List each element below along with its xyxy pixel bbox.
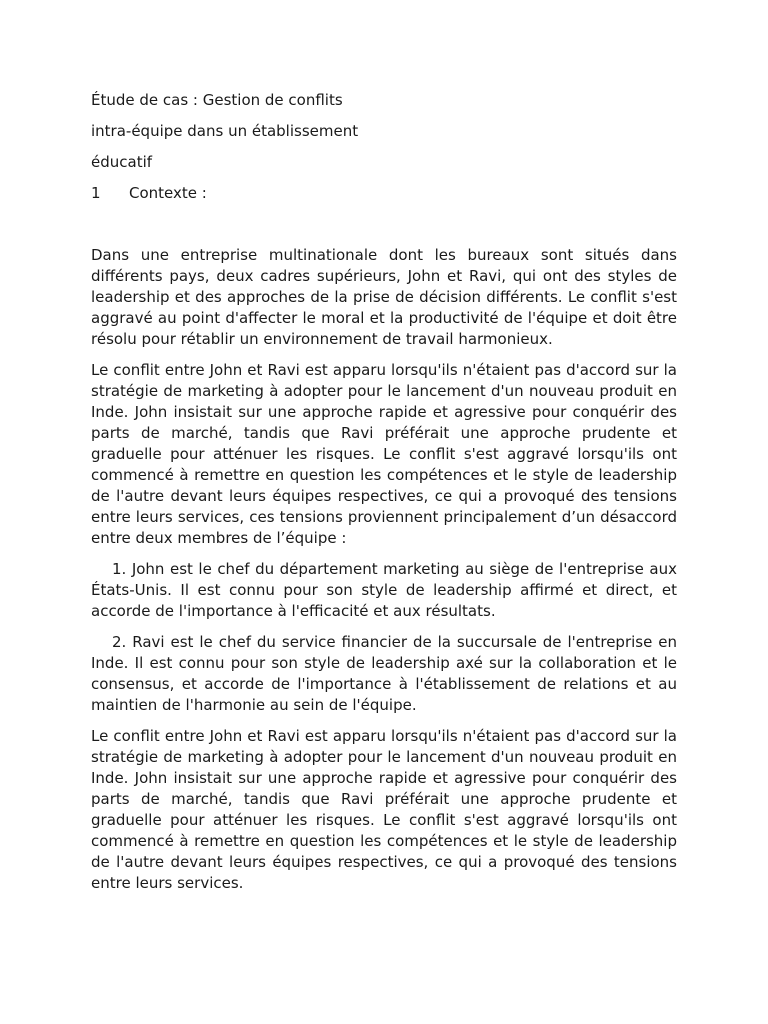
list-item-john: 1. John est le chef du département marketing au siège de l'entreprise aux États-Unis. Il est connu pour son style de leadership affirmé et direct, et accorde de l'importance à l'efficacité et aux résultats.	[91, 560, 677, 620]
document-title-line-3: éducatif	[91, 153, 153, 171]
section-label: Contexte :	[129, 184, 207, 202]
document-page	[91, 90, 677, 904]
section-number: 1	[91, 184, 101, 202]
list-item-ravi: 2. Ravi est le chef du service financier de la succursale de l'entreprise en Inde. Il est connu pour son style de leadership axé sur la collaboration et le consensus, et accorde de l'importance à l'établissement de relations et au maintien de l'harmonie au sein de l'équipe.	[91, 633, 677, 714]
paragraph-context-intro: Dans une entreprise multinationale dont les bureaux sont situés dans différents pays, deux cadres supérieurs, John et Ravi, qui ont des styles de leadership et des approches de la prise de décision différents. Le conflit s'est aggravé au point d'affecter le moral et la productivité de l'équipe et doit être résolu pour rétablir un environnement de travail harmonieux.	[91, 246, 677, 348]
document-title-line-2: intra-équipe dans un établissement	[91, 122, 359, 140]
section-heading	[91, 183, 677, 204]
document-title-line-1: Étude de cas : Gestion de conflits	[91, 91, 343, 109]
paragraph-closing: Le conflit entre John et Ravi est apparu lorsqu'ils n'étaient pas d'accord sur la stratégie de marketing à adopter pour le lancement d'un nouveau produit en Inde. John insistait sur une approche rapide et agressive pour conquérir des parts de marché, tandis que Ravi préférait une approche prudente et graduelle pour atténuer les risques. Le conflit s'est aggravé lorsqu'ils ont commencé à remettre en question les compétences et le style de leadership de l'autre devant leurs équipes respectives, ce qui a provoqué des tensions entre leurs services.	[91, 727, 677, 892]
paragraph-conflict-description: Le conflit entre John et Ravi est apparu lorsqu'ils n'étaient pas d'accord sur la stratégie de marketing à adopter pour le lancement d'un nouveau produit en Inde. John insistait sur une approche rapide et agressive pour conquérir des parts de marché, tandis que Ravi préférait une approche prudente et graduelle pour atténuer les risques. Le conflit s'est aggravé lorsqu'ils ont commencé à remettre en question les compétences et le style de leadership de l'autre devant leurs équipes respectives, ce qui a provoqué des tensions entre leurs services, ces tensions proviennent principalement d’un désaccord entre deux membres de l’équipe :	[91, 361, 677, 547]
